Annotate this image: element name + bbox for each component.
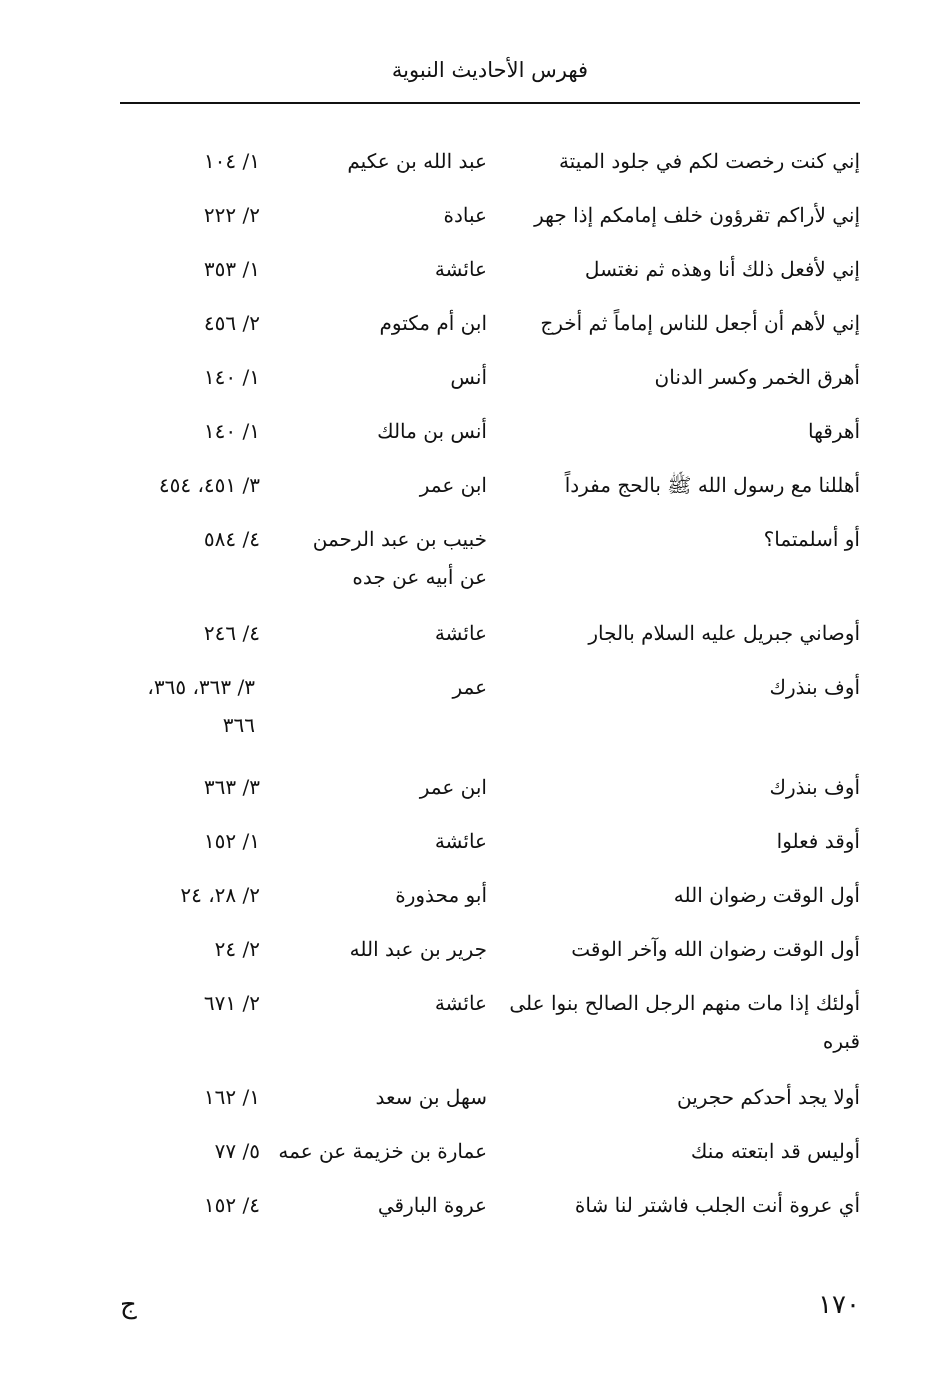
hadith-text: أوليس قد ابتعته منك: [690, 1139, 860, 1163]
index-entry: [120, 614, 860, 668]
index-entry: [120, 668, 860, 768]
hadith-index-list: [120, 142, 860, 1240]
index-entry: [120, 358, 860, 412]
index-entry: [120, 876, 860, 930]
volume-page-ref: ١/ ٣٥٣: [203, 257, 260, 281]
narrator: عروة البارقي: [377, 1193, 487, 1217]
index-entry: [120, 1132, 860, 1186]
index-entry: [120, 822, 860, 876]
volume-page-ref: ٣/ ٣٦٣: [203, 775, 260, 799]
hadith-text: أهرق الخمر وكسر الدنان: [654, 365, 860, 389]
narrator: أنس بن مالك: [377, 419, 487, 443]
narrator: عائشة: [434, 257, 487, 281]
volume-page-ref: ١/ ١٥٢: [203, 829, 260, 853]
index-entry: [120, 930, 860, 984]
volume-page-ref: ٢/ ٦٧١: [203, 991, 260, 1015]
narrator: سهل بن سعد: [375, 1085, 487, 1109]
index-entry: [120, 304, 860, 358]
index-entry: [120, 250, 860, 304]
hadith-text: أولا يجد أحدكم حجرين: [676, 1085, 860, 1109]
hadith-text: إني لأفعل ذلك أنا وهذه ثم نغتسل: [584, 257, 860, 281]
volume-page-ref: ٢/ ٤٥٦: [203, 311, 260, 335]
index-entry: [120, 196, 860, 250]
hadith-text: أوف بنذرك: [769, 675, 860, 699]
hadith-text: أول الوقت رضوان الله: [673, 883, 860, 907]
narrator: عمارة بن خزيمة عن عمه: [278, 1139, 487, 1163]
index-entry: [120, 984, 860, 1078]
narrator: عائشة: [434, 829, 487, 853]
hadith-text: أوقد فعلوا: [776, 829, 860, 853]
running-header: فهرس الأحاديث النبوية: [391, 58, 589, 82]
narrator: ابن عمر: [419, 775, 487, 799]
volume-page-ref: ٤/ ٢٤٦: [203, 621, 260, 645]
page-footer: [120, 1290, 860, 1330]
narrator: عائشة: [434, 621, 487, 645]
narrator: عبد الله بن عكيم: [347, 149, 487, 173]
narrator: عمر: [452, 675, 487, 699]
narrator: ابن عمر: [419, 473, 487, 497]
hadith-text: أهرقها: [807, 419, 860, 443]
hadith-text: أوصاني جبريل عليه السلام بالجار: [588, 621, 860, 645]
index-entry: [120, 466, 860, 520]
volume-page-ref: ٥/ ٧٧: [214, 1139, 260, 1163]
volume-page-ref: ١/ ١٤٠: [203, 365, 260, 389]
hadith-text: إني كنت رخصت لكم في جلود الميتة: [558, 149, 860, 173]
narrator: عائشة: [434, 991, 487, 1015]
index-entry: [120, 1186, 860, 1240]
page-number: ١٧٠: [818, 1290, 860, 1320]
narrator: ابن أم مكتوم: [379, 311, 487, 335]
narrator: أنس: [450, 365, 487, 389]
hadith-text: إني لأهم أن أجعل للناس إماماً ثم أخرج: [540, 311, 860, 335]
volume-page-ref: ٣/ ٣٦٣، ٣٦٥، ٣٦٦: [147, 675, 255, 737]
hadith-text: إني لأراكم تقرؤون خلف إمامكم إذا جهر: [534, 203, 860, 227]
narrator: جرير بن عبد الله: [349, 937, 487, 961]
index-entry: [120, 142, 860, 196]
hadith-text: أولئك إذا مات منهم الرجل الصالح بنوا على قبره: [509, 991, 860, 1053]
narrator: أبو محذورة: [395, 883, 487, 907]
hadith-text: أو أسلمتما؟: [763, 527, 860, 551]
volume-page-ref: ٤/ ٥٨٤: [203, 527, 260, 551]
volume-page-ref: ٢/ ٢٨، ٢٤: [180, 883, 260, 907]
narrator: خبيب بن عبد الرحمن عن أبيه عن جده: [312, 527, 487, 589]
volume-page-ref: ٣/ ٤٥١، ٤٥٤: [158, 473, 260, 497]
hadith-text: أول الوقت رضوان الله وآخر الوقت: [571, 937, 860, 961]
volume-page-ref: ٢/ ٢٢٢: [203, 203, 260, 227]
volume-page-ref: ١/ ١٤٠: [203, 419, 260, 443]
volume-page-ref: ٤/ ١٥٢: [203, 1193, 260, 1217]
header-rule: [120, 102, 860, 104]
volume-page-ref: ١/ ١٦٢: [203, 1085, 260, 1109]
index-entry: [120, 520, 860, 614]
volume-page-ref: ١/ ١٠٤: [203, 149, 260, 173]
hadith-text: أهللنا مع رسول الله ﷺ بالحج مفرداً: [564, 473, 860, 497]
index-entry: [120, 768, 860, 822]
signature-letter: ج: [120, 1290, 137, 1320]
narrator: عبادة: [443, 203, 487, 227]
hadith-text: أي عروة أنت الجلب فاشتر لنا شاة: [574, 1193, 860, 1217]
index-entry: [120, 1078, 860, 1132]
index-entry: [120, 412, 860, 466]
volume-page-ref: ٢/ ٢٤: [214, 937, 260, 961]
hadith-text: أوف بنذرك: [769, 775, 860, 799]
